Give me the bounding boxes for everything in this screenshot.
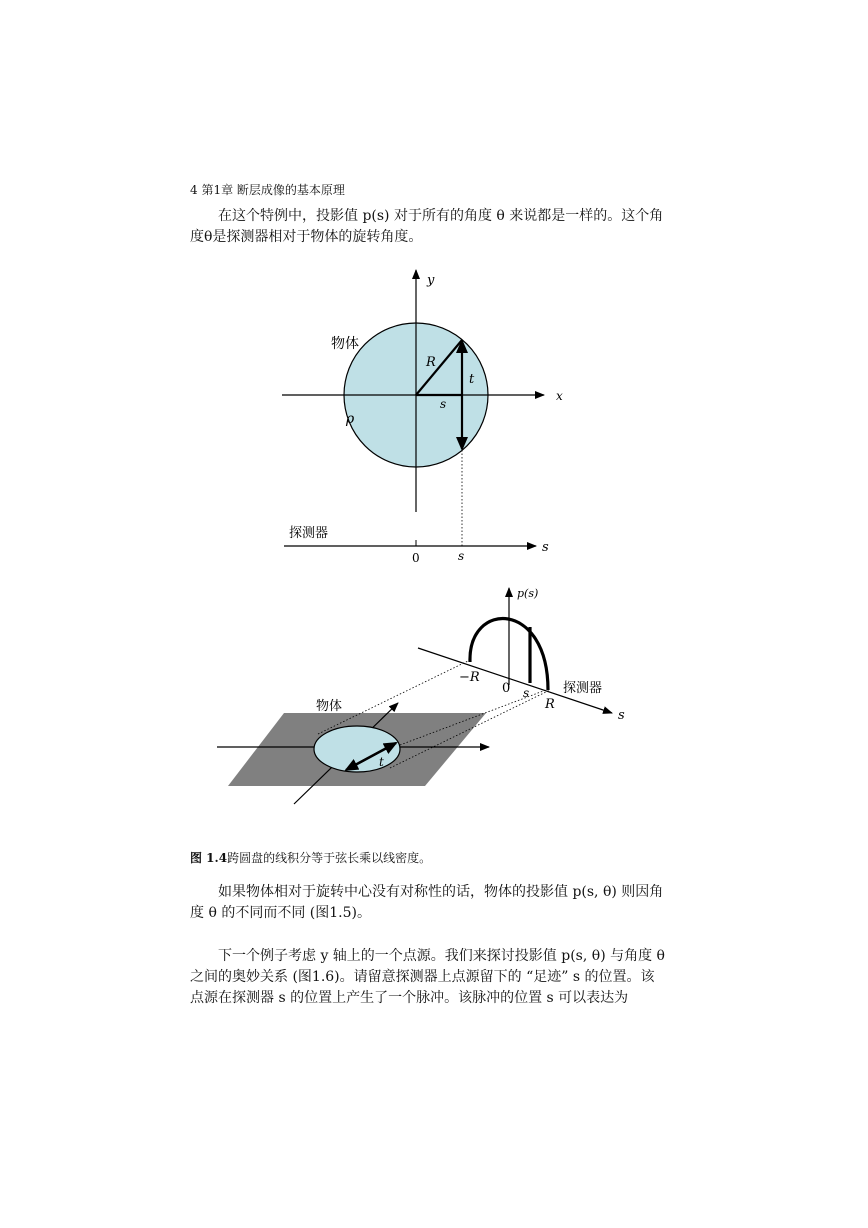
- radius-label: R: [426, 355, 436, 370]
- detector-label-bottom: 探测器: [563, 681, 603, 696]
- ps-label: p(s): [517, 587, 539, 600]
- s-axis-label: s: [618, 708, 625, 723]
- x-axis-label: x: [556, 389, 563, 403]
- paragraph-2: [190, 882, 680, 924]
- density-label: ρ: [346, 411, 355, 427]
- para3-line1: 下一个例子考虑 y 轴上的一个点源。我们来探讨投影值 p(s, θ) 与角度 θ: [218, 948, 665, 964]
- paragraph-3: [190, 946, 680, 1009]
- minus-R-label: −R: [459, 670, 480, 685]
- object-label: 物体: [331, 336, 359, 352]
- para2-line2: 度 θ 的不同而不同 (图1.5)。: [190, 905, 371, 921]
- object-label-bottom: 物体: [316, 699, 343, 714]
- detector-zero-label: 0: [412, 551, 420, 565]
- running-head: 4 第1章 断层成像的基本原理: [190, 183, 345, 197]
- bottom-diagram: [217, 587, 625, 804]
- t-label-bottom: t: [379, 755, 384, 769]
- para1-line1: 在这个特例中，投影值 p(s) 对于所有的角度 θ 来说都是一样的。这个角: [218, 208, 664, 224]
- caption-text: 跨圆盘的线积分等于弦长乘以线密度。: [227, 851, 432, 865]
- para1-line2: 度θ是探测器相对于物体的旋转角度。: [190, 229, 423, 245]
- chord-label: t: [469, 372, 475, 387]
- para2-line1: 如果物体相对于旋转中心没有对称性的话，物体的投影值 p(s, θ) 则因角: [218, 884, 664, 900]
- top-diagram: [282, 270, 563, 565]
- s-mark-label: s: [523, 686, 530, 700]
- detector-s-label: s: [458, 549, 465, 563]
- para3-line3: 点源在探测器 s 的位置上产生了一个脉冲。该脉冲的位置 s 可以表达为: [190, 990, 629, 1006]
- caption-number: 图 1.4: [190, 851, 228, 865]
- y-axis-label: y: [427, 273, 435, 288]
- para3-line2: 之间的奥妙关系 (图1.6)。请留意探测器上点源留下的 “足迹” s 的位置。该: [190, 969, 655, 985]
- detector-label: 探测器: [289, 526, 329, 541]
- detector-axis-label: s: [542, 540, 549, 555]
- R-label: R: [545, 697, 555, 712]
- offset-label: s: [440, 397, 447, 411]
- zero-label: 0: [502, 681, 511, 696]
- figure-caption: [190, 849, 431, 866]
